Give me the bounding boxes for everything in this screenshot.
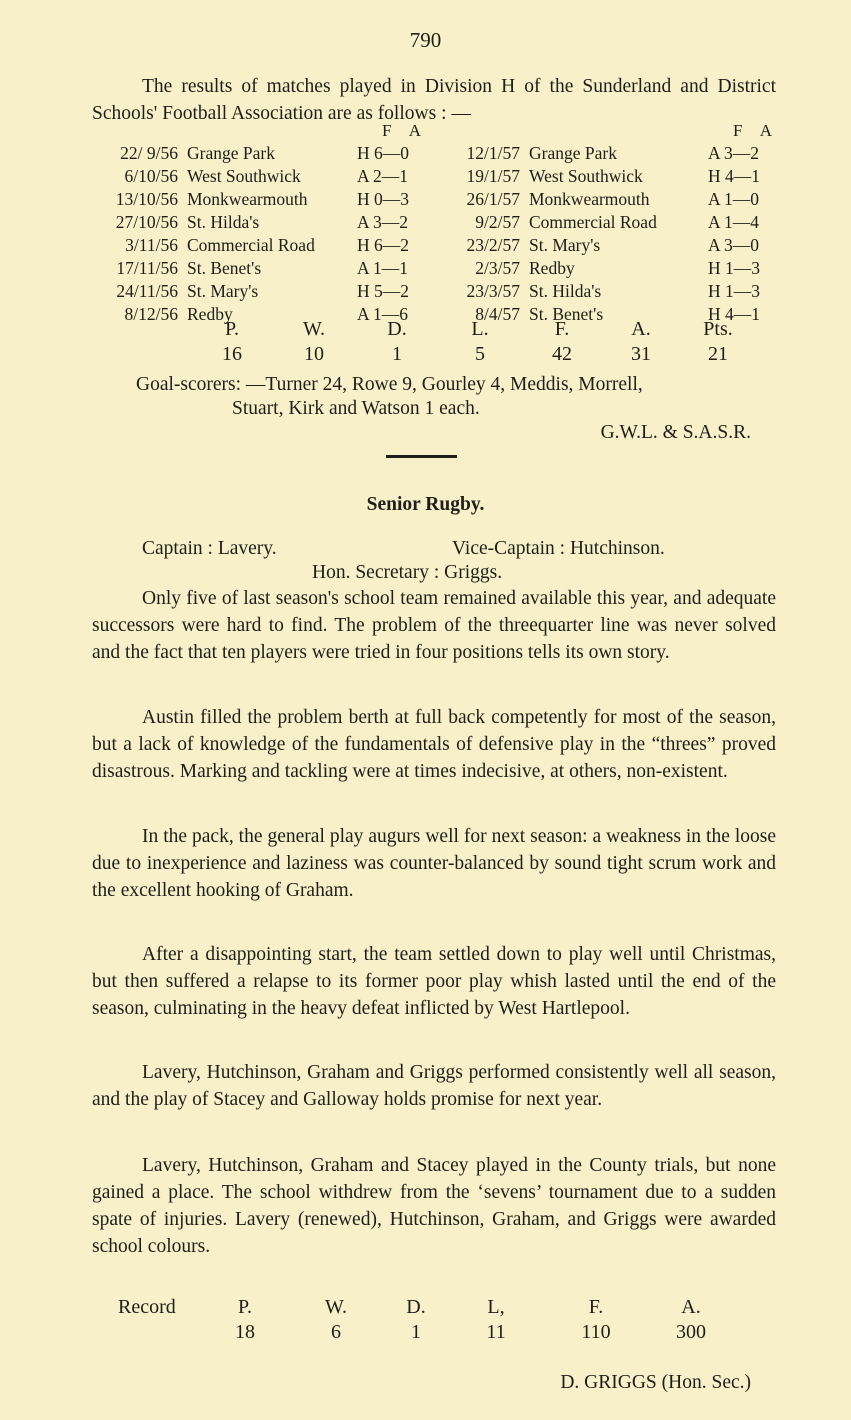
match-result: A 1—1 [357, 258, 409, 278]
match-date: 23/2/57 [466, 235, 520, 255]
match-opponent: West Southwick [187, 166, 301, 186]
vice-captain-line: Vice-Captain : Hutchinson. [452, 538, 665, 559]
captain-line: Captain : Lavery. [142, 538, 277, 559]
match-date: 12/1/57 [466, 143, 520, 163]
match-row [0, 143, 851, 165]
match-date: 27/10/56 [115, 212, 178, 232]
record-header: D. [406, 1296, 426, 1318]
match-date: 8/4/57 [475, 304, 520, 324]
match-opponent: Commercial Road [187, 235, 315, 255]
match-result: A 3—2 [357, 212, 409, 232]
match-opponent: Commercial Road [529, 212, 657, 232]
match-date: 13/10/56 [115, 189, 178, 209]
stat-value: 42 [552, 343, 572, 365]
stat-value: 5 [475, 343, 485, 365]
match-result: H 1—3 [708, 281, 761, 301]
paragraph: In the pack, the general play augurs well for next season: a weakness in the loose due to inexperience and laziness was counter-balanced by sound tight scrum work and the excellent hooking of Graham. [92, 826, 776, 901]
match-opponent: Grange Park [529, 143, 617, 163]
match-result: H 4—1 [708, 166, 761, 186]
match-opponent: Grange Park [187, 143, 275, 163]
stat-value: 16 [222, 343, 242, 365]
match-date: 17/11/56 [116, 258, 178, 278]
match-row [0, 189, 851, 211]
match-date: 9/2/57 [475, 212, 520, 232]
record-value: 110 [581, 1321, 611, 1343]
record-value: 6 [331, 1321, 341, 1343]
record-label: Record [118, 1296, 176, 1318]
stat-header: F. [554, 318, 570, 340]
match-result: A 3—0 [708, 235, 760, 255]
match-result: H 5—2 [357, 281, 410, 301]
record-header: P. [238, 1296, 252, 1318]
rugby-signature: D. GRIGGS (Hon. Sec.) [560, 1372, 751, 1393]
match-opponent: Redby [187, 304, 233, 324]
match-row [0, 212, 851, 234]
match-date: 26/1/57 [466, 189, 520, 209]
stat-header: P. [225, 318, 239, 340]
match-result: A 3—2 [708, 143, 760, 163]
match-opponent: St. Hilda's [187, 212, 260, 232]
match-result: H 4—1 [708, 304, 761, 324]
rugby-heading: Senior Rugby. [366, 494, 485, 515]
match-opponent: St. Mary's [529, 235, 601, 255]
stat-header: Pts. [703, 318, 733, 340]
match-result: H 1—3 [708, 258, 761, 278]
paragraph: Only five of last season's school team remained available this year, and adequate successors were hard to find. The problem of the threequarter line was never solved and the fact that ten players were tried in four positions tells its own story. [92, 588, 776, 663]
record-header: F. [588, 1296, 604, 1318]
match-date: 8/12/56 [124, 304, 178, 324]
match-date: 6/10/56 [124, 166, 178, 186]
match-date: 2/3/57 [475, 258, 520, 278]
match-opponent: St. Benet's [529, 304, 604, 324]
stat-value: 10 [304, 343, 324, 365]
match-opponent: St. Mary's [187, 281, 259, 301]
paragraph: Lavery, Hutchinson, Graham and Stacey played in the County trials, but none gained a place. The school withdrew from the ‘sevens’ tournament due to a sudden spate of injuries. Lavery (renewed), Hutchinson, Graham, and Griggs were awarded school colours. [92, 1155, 776, 1257]
match-row [0, 258, 851, 280]
record-header: L, [487, 1296, 505, 1318]
match-row [0, 281, 851, 303]
match-result: A 1—4 [708, 212, 760, 232]
paragraph: Austin filled the problem berth at full back competently for most of the season, but a lack of knowledge of the fundamentals of defensive play in the “threes” proved disastrous. Marking and tackling were at times indecisive, at others, non-existent. [92, 707, 776, 782]
match-result: H 6—2 [357, 235, 410, 255]
match-opponent: Monkwearmouth [187, 189, 308, 209]
match-date: 24/11/56 [116, 281, 178, 301]
match-opponent: Redby [529, 258, 575, 278]
intro-paragraph: The results of matches played in Division H of the Sunderland and District Schools' Football Association are as follows : — [92, 76, 776, 124]
stat-header: W. [302, 318, 326, 340]
stat-header: L. [471, 318, 489, 340]
secretary-line: Hon. Secretary : Griggs. [312, 562, 503, 583]
stat-value: 1 [392, 343, 402, 365]
match-opponent: St. Hilda's [529, 281, 602, 301]
stat-header: A. [631, 318, 651, 340]
match-result: H 0—3 [357, 189, 410, 209]
paragraph: Lavery, Hutchinson, Graham and Griggs performed consistently well all season, and the play of Stacey and Galloway holds promise for next year. [92, 1062, 776, 1110]
match-date: 23/3/57 [466, 281, 520, 301]
stat-value: 21 [708, 343, 728, 365]
record-value: 11 [486, 1321, 506, 1343]
match-date: 3/11/56 [125, 235, 178, 255]
record-header: W. [324, 1296, 348, 1318]
goal-scorers: Goal-scorers: —Turner 24, Rowe 9, Gourley 4, Meddis, Morrell, [136, 374, 643, 395]
match-opponent: West Southwick [529, 166, 643, 186]
stat-value: 31 [631, 343, 651, 365]
match-row [0, 235, 851, 257]
match-result: A 1—0 [708, 189, 760, 209]
match-result: A 2—1 [357, 166, 409, 186]
record-value: 300 [676, 1321, 706, 1343]
match-opponent: Monkwearmouth [529, 189, 650, 209]
paragraph: After a disappointing start, the team settled down to play well until Christmas, but then suffered a relapse to its former poor play whish lasted until the end of the season, culminating in the heavy defeat inflicted by West Hartlepool. [92, 944, 776, 1019]
football-signature: G.W.L. & S.A.S.R. [600, 422, 751, 443]
fa-header-left: F A [382, 121, 429, 140]
match-opponent: St. Benet's [187, 258, 262, 278]
stat-header: D. [387, 318, 407, 340]
match-row [0, 166, 851, 188]
match-result: A 1—6 [357, 304, 409, 324]
match-date: 22/ 9/56 [120, 143, 178, 163]
record-value: 18 [235, 1321, 255, 1343]
goal-scorers-continued: Stuart, Kirk and Watson 1 each. [232, 398, 480, 419]
record-header: A. [681, 1296, 701, 1318]
match-result: H 6—0 [357, 143, 410, 163]
match-date: 19/1/57 [466, 166, 520, 186]
page-number: 790 [409, 28, 442, 52]
fa-header-right: F A [733, 121, 780, 140]
section-divider [386, 455, 457, 458]
record-value: 1 [411, 1321, 421, 1343]
